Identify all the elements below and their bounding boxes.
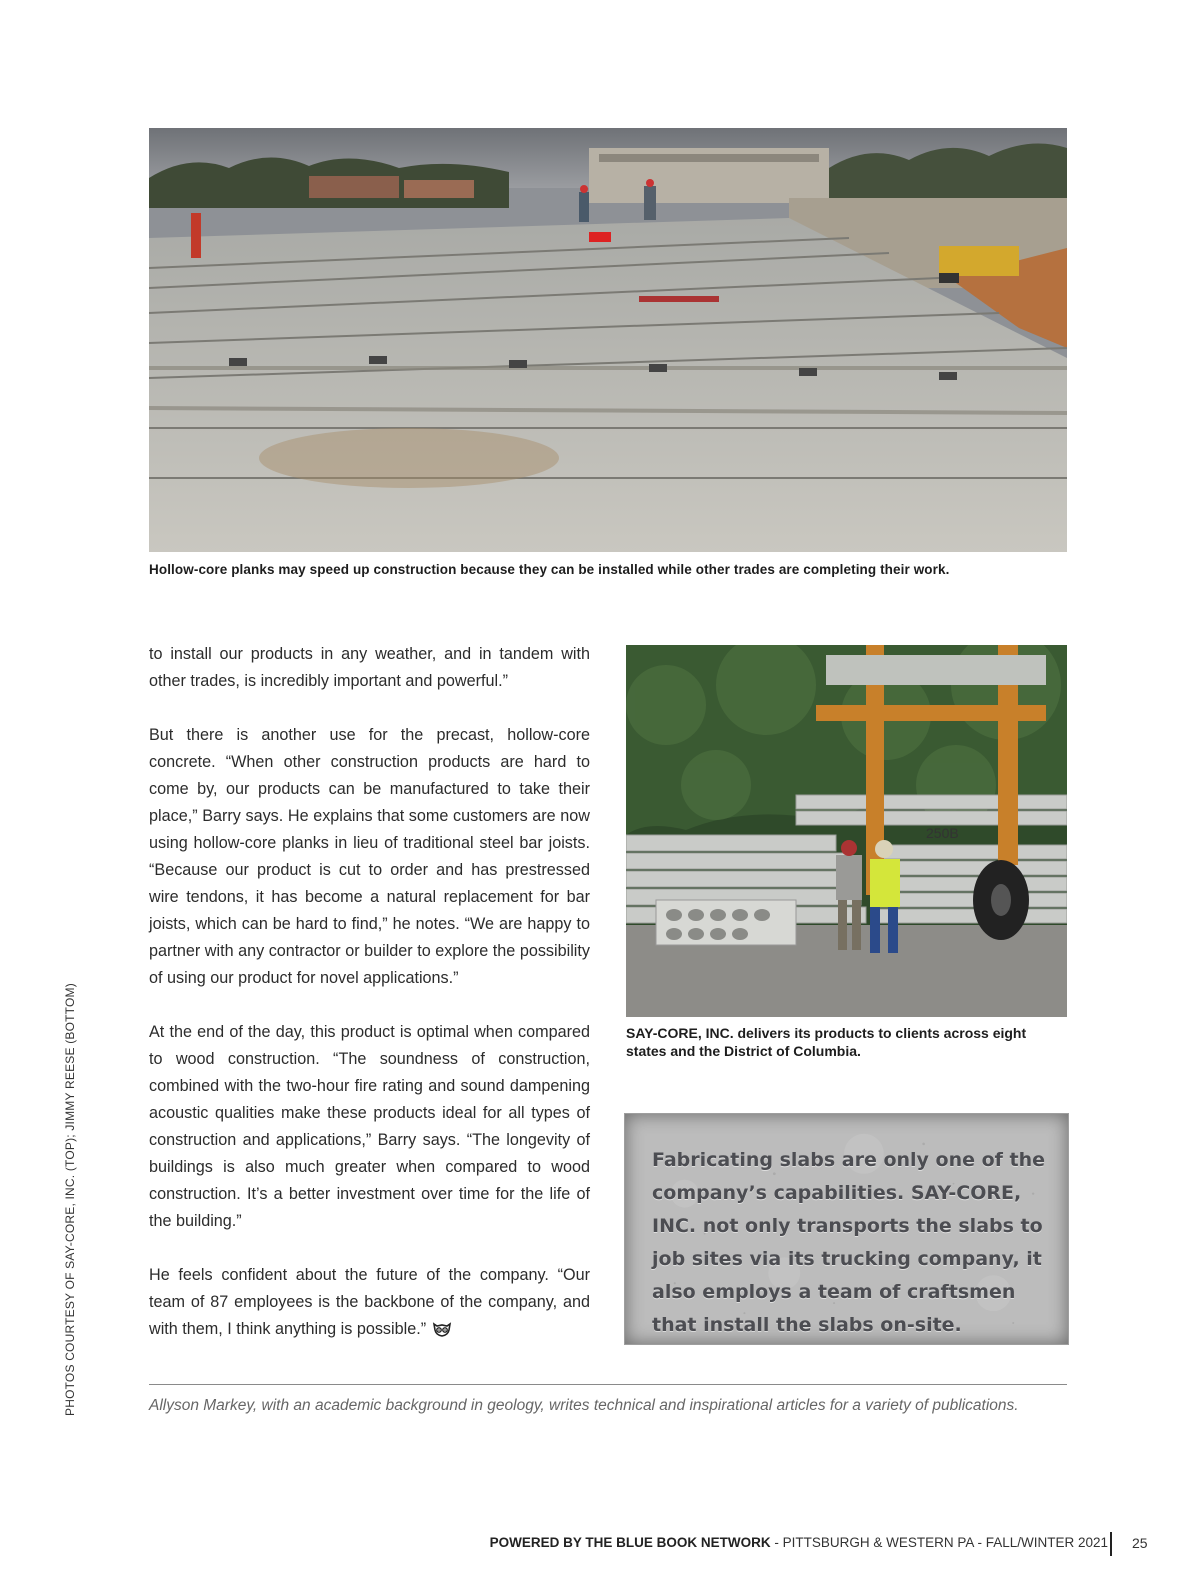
author-bio: Allyson Markey, with an academic background in geology, writes technical and inspirational articles for a variety of publications. bbox=[149, 1397, 1019, 1414]
photo-credit: PHOTOS COURTESY OF SAY-CORE, INC. (TOP); JIMMY REESE (BOTTOM) bbox=[63, 983, 77, 1416]
plank-yard-image bbox=[626, 645, 1067, 1017]
owl-icon bbox=[432, 1319, 452, 1346]
body-paragraph-final bbox=[149, 1262, 590, 1346]
footer-divider bbox=[1110, 1532, 1112, 1556]
top-photo-caption: Hollow-core planks may speed up construction because they can be installed while other trades are completing their work. bbox=[149, 562, 950, 577]
crane-label: 250B bbox=[926, 825, 959, 841]
side-yard-photo bbox=[626, 645, 1067, 1017]
body-paragraph-final-text: He feels confident about the future of the company. “Our team of 87 employees is the backbone of the company, and with them, I think anything is possible.” bbox=[149, 1266, 590, 1338]
bio-divider bbox=[149, 1384, 1067, 1385]
article-body bbox=[149, 641, 590, 1346]
top-construction-photo bbox=[149, 128, 1067, 552]
body-paragraph: to install our products in any weather, and in tandem with other trades, is incredibly important and powerful.” bbox=[149, 645, 590, 690]
footer-brand: POWERED BY THE BLUE BOOK NETWORK bbox=[489, 1535, 771, 1550]
hollow-core-planks-image bbox=[149, 128, 1067, 552]
callout-text: Fabricating slabs are only one of the company’s capabilities. SAY-CORE, INC. not only transports the slabs to job sites via its trucking company, it also employs a team of craftsmen that install the slabs on-site. bbox=[652, 1149, 1046, 1336]
body-paragraph: At the end of the day, this product is optimal when compared to wood construction. “The soundness of construction, combined with the two-hour fire rating and sound dampening acoustic qualities make these products ideal for all types of construction and applications,” Barry says. “The longevity of buildings is also much greater when compared to wood construction. It’s a better investment over time for the life of the building.” bbox=[149, 1023, 590, 1230]
page-footer bbox=[490, 1535, 1108, 1550]
pull-quote-callout bbox=[624, 1113, 1069, 1345]
body-paragraph: But there is another use for the precast, hollow-core concrete. “When other construction products are hard to come by, our products can be manufactured to take their place,” Barry says. He explains that some customers are now using hollow-core planks in lieu of traditional steel bar joists. “Because our product is cut to order and has prestressed wire tendons, it has become a natural replacement for bar joists, which can be hard to find,” he notes. “We are happy to partner with any contractor or builder to explore the possibility of using our product for novel applications.” bbox=[149, 726, 590, 987]
side-photo-caption: SAY-CORE, INC. delivers its products to clients across eight states and the District of Columbia. bbox=[626, 1025, 1027, 1059]
page-number: 25 bbox=[1132, 1535, 1148, 1551]
footer-edition: - PITTSBURGH & WESTERN PA - FALL/WINTER 2021 bbox=[770, 1535, 1108, 1550]
